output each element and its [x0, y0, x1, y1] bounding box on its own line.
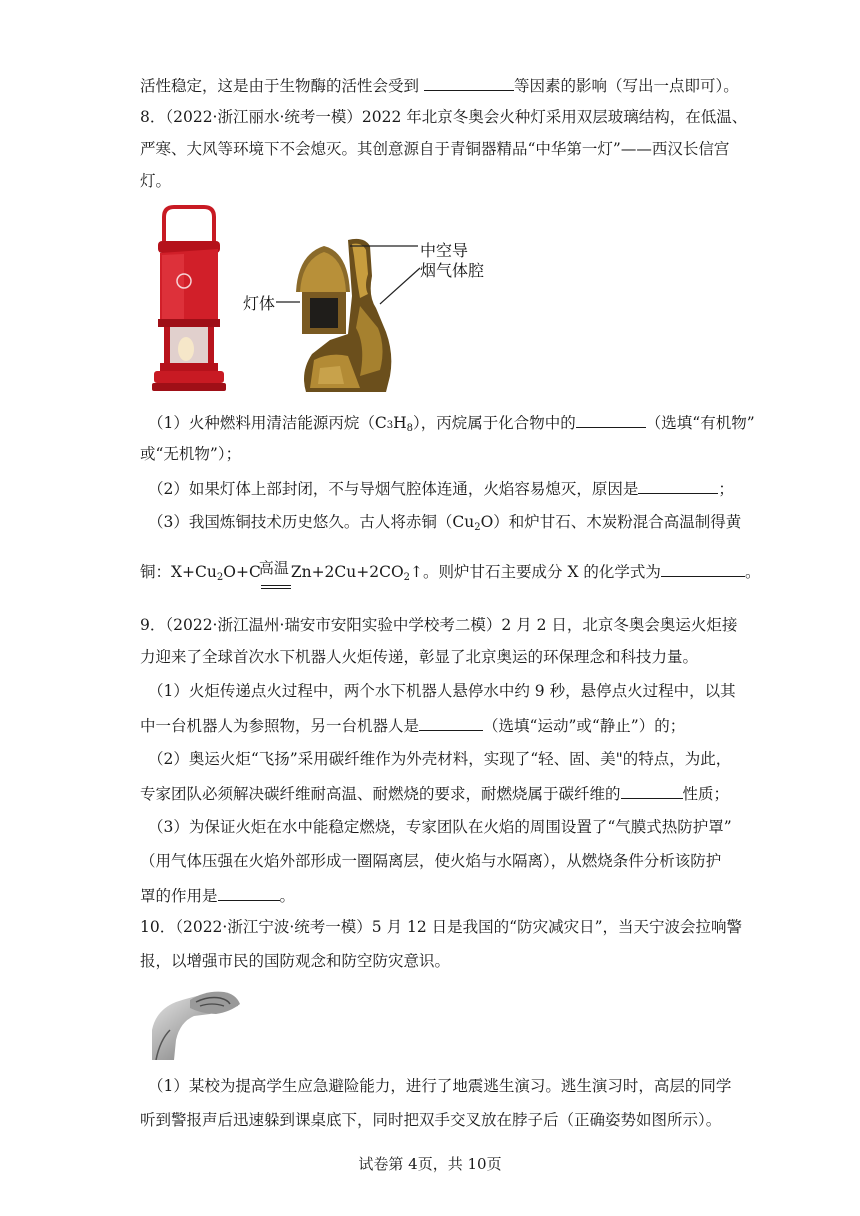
question-10-sub1-line2: 听到警报声后迅速躲到课桌底下，同时把双手交叉放在脖子后（正确姿势如图所示）。	[140, 1111, 722, 1129]
question-8-sub2-line: （2）如果灯体上部封闭，不与导烟气腔体连通，火焰容易熄灭，原因是 ；	[148, 477, 734, 500]
question-9-sub3-line: （3）为保证火炬在水中能稳定燃烧，专家团队在火焰的周围设置了“气膜式热防护罩”	[148, 818, 732, 836]
question-8-sub3-line: （3）我国炼铜技术历史悠久。古人将赤铜$(Cu_2O)$和炉甘石、木炭粉混合高温制得黄	[148, 513, 742, 533]
question-8-line: 灯。	[140, 172, 172, 190]
answer-blank[interactable]	[576, 411, 646, 428]
label-hollow-chamber-line1: 中空导	[420, 241, 469, 260]
answer-blank[interactable]	[638, 477, 718, 494]
reaction-arrow: 高温	[261, 576, 291, 589]
q7-tail-line	[140, 74, 739, 97]
label-lamp-body: 灯体	[243, 294, 276, 313]
answer-blank[interactable]	[218, 884, 280, 901]
question-10-line: 10．（2022·浙江宁波·统考一模）5 月 12 日是我国的“防灾减灾日”，当天宁波会拉响警	[140, 918, 742, 936]
question-10-sub1-line: （1）某校为提高学生应急避险能力，进行了地震逃生演习。逃生演习时，高层的同学	[148, 1077, 732, 1095]
question-9-sub2-line2: 专家团队必须解决碳纤维耐高温、耐燃烧的要求，耐燃烧属于碳纤维的 性质；	[140, 782, 729, 805]
label-hollow-chamber-line2: 烟气体腔	[420, 261, 485, 280]
question-8-line: 8．（2022·浙江丽水·统考一模）2022 年北京冬奥会火种灯采用双层玻璃结构，在低温、	[140, 108, 748, 126]
answer-blank[interactable]	[661, 560, 745, 577]
question-8-sub1-line: （1）火种燃料用清洁能源丙烷$(C3H_8)$，丙烷属于化合物中的 （选填“有机物”	[148, 411, 755, 440]
page-footer: 试卷第 4页，共 10页	[358, 1155, 502, 1173]
question-9-sub1-line: （1）火炬传递点火过程中，两个水下机器人悬停水中约 9 秒，悬停点火过程中，以其	[148, 682, 736, 700]
figure-leader-lines	[240, 238, 430, 328]
question-8-line: 严寒、大风等环境下不会熄灭。其创意源自于青铜器精品“中华第一灯”——西汉长信宫	[140, 140, 730, 158]
question-9-sub2-line: （2）奥运火炬“飞扬”采用碳纤维作为外壳材料，实现了“轻、固、美"的特点，为此，	[148, 750, 732, 768]
hands-behind-neck-image	[150, 986, 244, 1060]
question-9-line: 9．（2022·浙江温州·瑞安市安阳实验中学校考二模）2 月 2 日，北京冬奥会奥运火炬接	[140, 616, 738, 634]
question-9-line: 力迎来了全球首次水下机器人火炬传递，彰显了北京奥运的环保理念和科技力量。	[140, 648, 699, 666]
question-10-line: 报，以增强市民的国防观念和防空防灾意识。	[140, 952, 451, 970]
torch-lantern-image	[150, 203, 228, 395]
q7-tail-text: 活性稳定，这是由于生物酶的活性会受到	[140, 77, 424, 95]
question-8-sub1-line2: 或“无机物”）；	[140, 445, 242, 463]
question-9-sub3-line3: 罩的作用是 。	[140, 884, 295, 907]
answer-blank[interactable]	[424, 74, 514, 91]
answer-blank[interactable]	[419, 714, 483, 731]
q7-tail-text: 等因素的影响（写出一点即可）。	[513, 77, 739, 95]
answer-blank[interactable]	[621, 782, 683, 799]
question-9-sub1-line2: 中一台机器人为参照物，另一台机器人是 （选填“运动”或“静止”）的；	[140, 714, 685, 737]
question-9-sub3-line2: （用气体压强在火焰外部形成一圈隔离层，使火焰与水隔离），从燃烧条件分析该防护	[140, 852, 722, 870]
chemical-equation-line: 铜：$X+Cu_2O+C$ 高温 $Zn+2Cu+2CO_2↑$。则炉甘石主要成分 X 的化学式为 。	[140, 560, 760, 589]
